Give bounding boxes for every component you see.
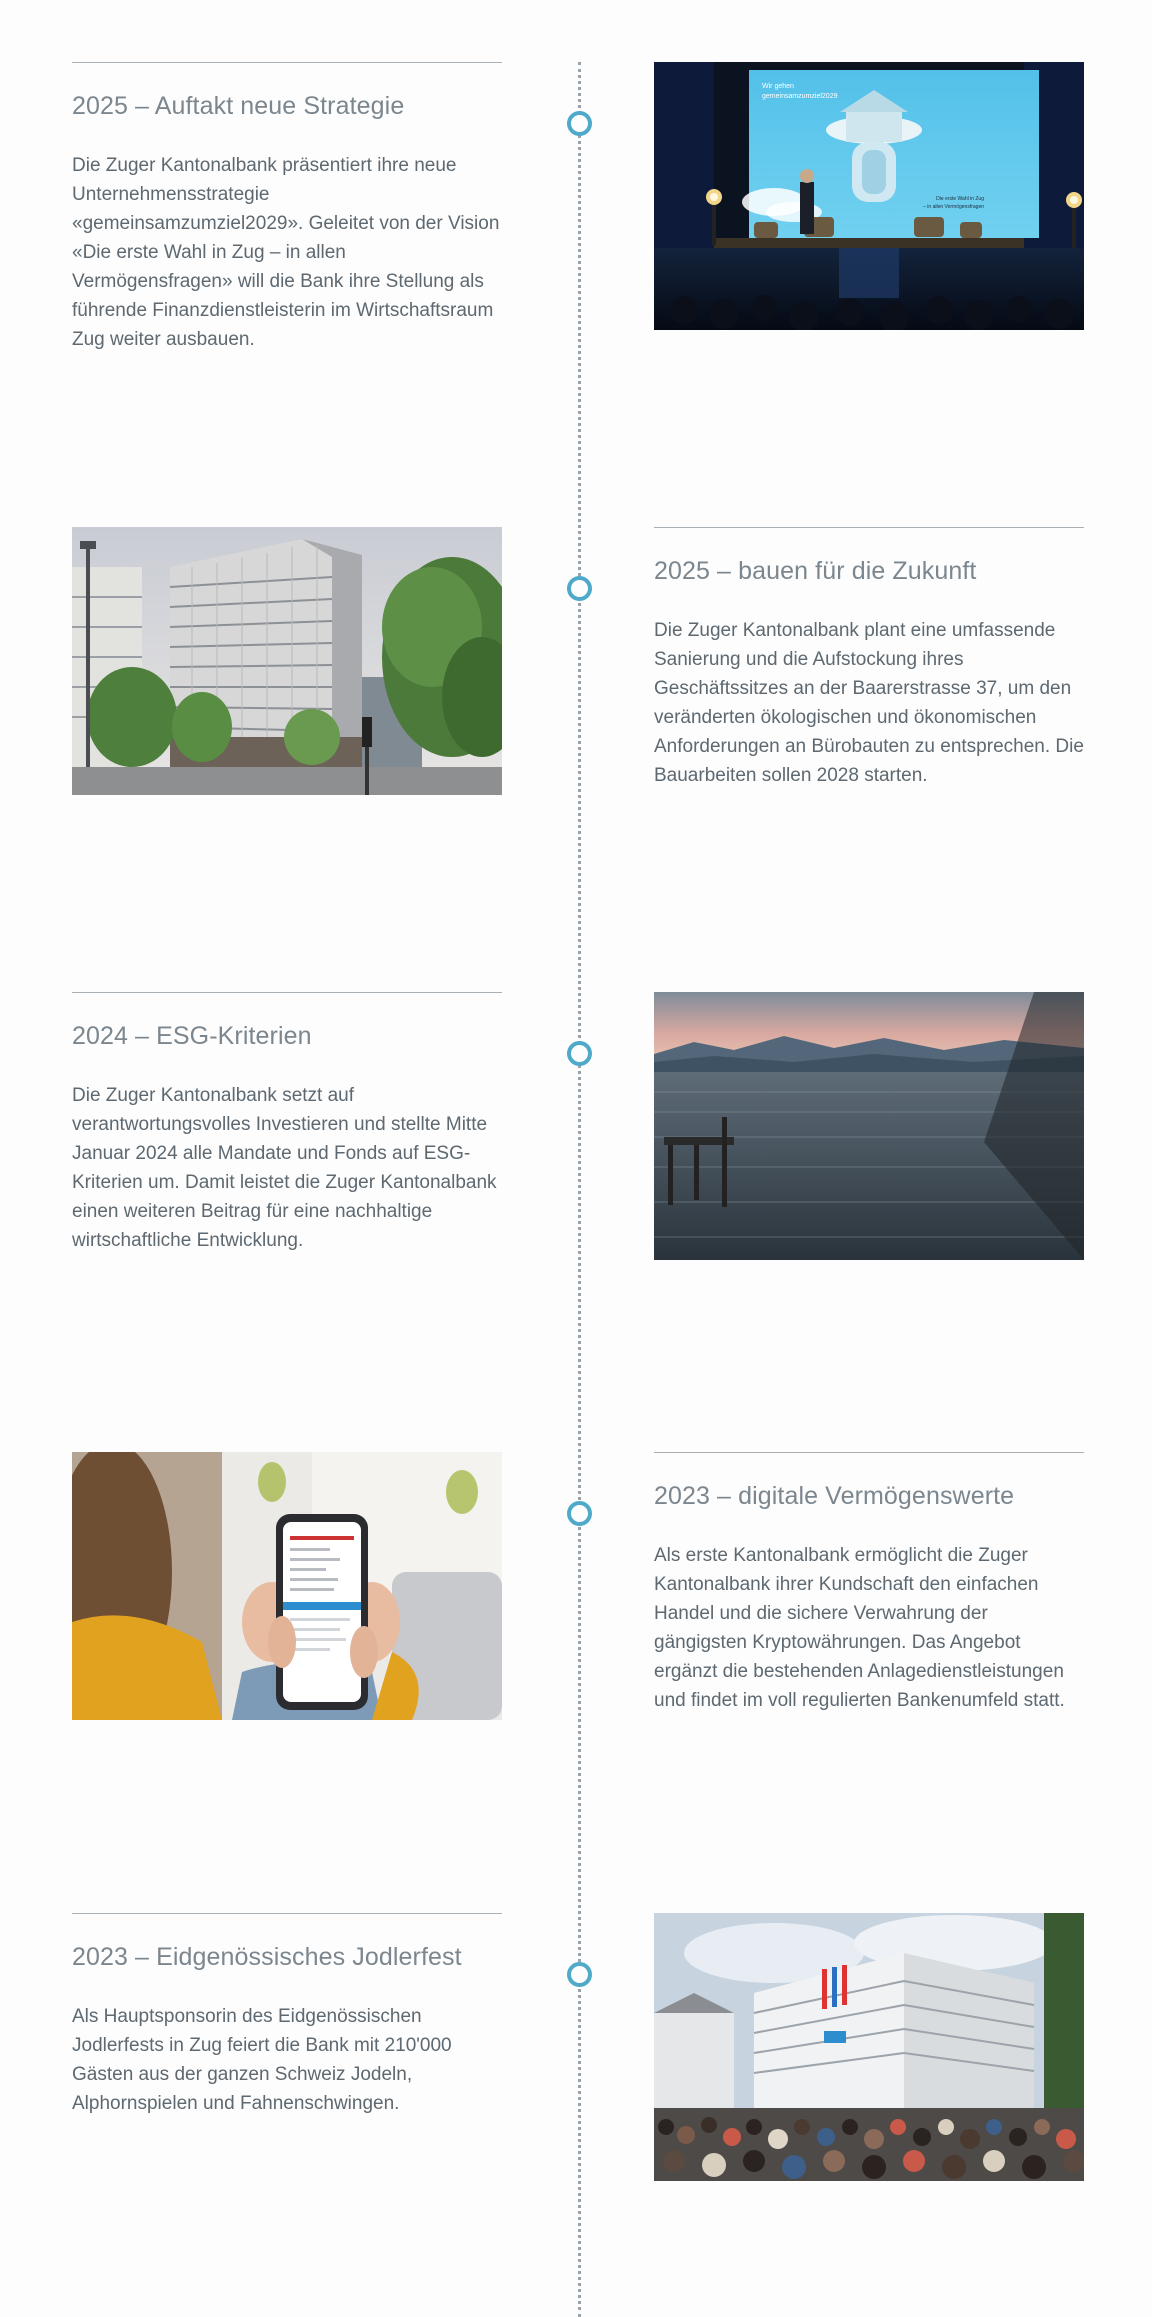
office-building-rendering[interactable] (72, 527, 502, 795)
entry-image-wrap (654, 1913, 1084, 2181)
entry-title: 2025 – bauen für die Zukunft (654, 557, 977, 585)
entry-body: Die Zuger Kantonalbank plant eine umfassende Sanierung und die Aufstockung ihres Geschäftssitzes an der Baarerstrasse 37, um den veränderten ökologischen und ökonomischen Anforderungen an Bürobauten zu entsprechen. Die Bauarbeiten sollen 2028 starten. (654, 620, 1084, 786)
entry-title: 2023 – Eidgenössisches Jodlerfest (72, 1943, 462, 1971)
timeline-entry (0, 527, 1152, 807)
timeline-node (567, 576, 592, 601)
entry-text (72, 1913, 502, 2118)
conference-stage-photo[interactable] (654, 62, 1084, 330)
screen-text-2: gemeinsamzumziel2029 (762, 93, 838, 100)
timeline-node (567, 1041, 592, 1066)
entry-text (654, 527, 1084, 790)
entry-image-wrap (654, 62, 1084, 330)
timeline-entry (0, 992, 1152, 1272)
entry-image-wrap (72, 527, 502, 795)
lake-sunset-jetty[interactable] (654, 992, 1084, 1260)
entry-image-wrap (72, 1452, 502, 1720)
timeline-entry (0, 62, 1152, 350)
timeline-node (567, 1962, 592, 1987)
smartphone-in-hands[interactable] (72, 1452, 502, 1720)
entry-title: 2025 – Auftakt neue Strategie (72, 92, 405, 120)
entry-body: Die Zuger Kantonalbank setzt auf verantwortungsvolles Investieren und stellte Mitte Januar 2024 alle Mandate und Fonds auf ESG-Kriterien um. Damit leistet die Zuger Kantonalbank einen weiteren Beitrag für eine nachhaltige wirtschaftliche Entwicklung. (72, 1085, 497, 1251)
timeline-entry (0, 1913, 1152, 2193)
screen-text-4: – in allen Vermögensfragen (923, 204, 984, 210)
entry-text (72, 992, 502, 1255)
entry-title: 2024 – ESG-Kriterien (72, 1022, 312, 1050)
entry-text (72, 62, 502, 354)
entry-text (654, 1452, 1084, 1715)
screen-text-3: Die erste Wahl in Zug (936, 196, 984, 202)
entry-body: Als Hauptsponsorin des Eidgenössischen Jodlerfests in Zug feiert die Bank mit 210'000 Gästen aus der ganzen Schweiz Jodeln, Alphornspielen und Fahnenschwingen. (72, 2006, 452, 2114)
timeline-node (567, 1501, 592, 1526)
entry-image-wrap (654, 992, 1084, 1260)
festival-crowd-building[interactable] (654, 1913, 1084, 2181)
entry-body: Als erste Kantonalbank ermöglicht die Zuger Kantonalbank ihrer Kundschaft den einfachen Handel und die sichere Verwahrung der gängigsten Kryptowährungen. Das Angebot ergänzt die bestehenden Anlagedienstleistungen und findet im voll regulierten Bankenumfeld statt. (654, 1545, 1065, 1711)
timeline-entry (0, 1452, 1152, 1732)
entry-body: Die Zuger Kantonalbank präsentiert ihre neue Unternehmensstrategie «gemeinsamzumziel2029». Geleitet von der Vision «Die erste Wahl in Zug – in allen Vermögensfragen» will die Bank ihre Stellung als führende Finanzdienstleisterin im Wirtschaftsraum Zug weiter ausbauen. (72, 155, 500, 350)
entry-title: 2023 – digitale Vermögenswerte (654, 1482, 1015, 1510)
timeline-node (567, 111, 592, 136)
screen-text-1: Wir gehen (762, 83, 794, 90)
